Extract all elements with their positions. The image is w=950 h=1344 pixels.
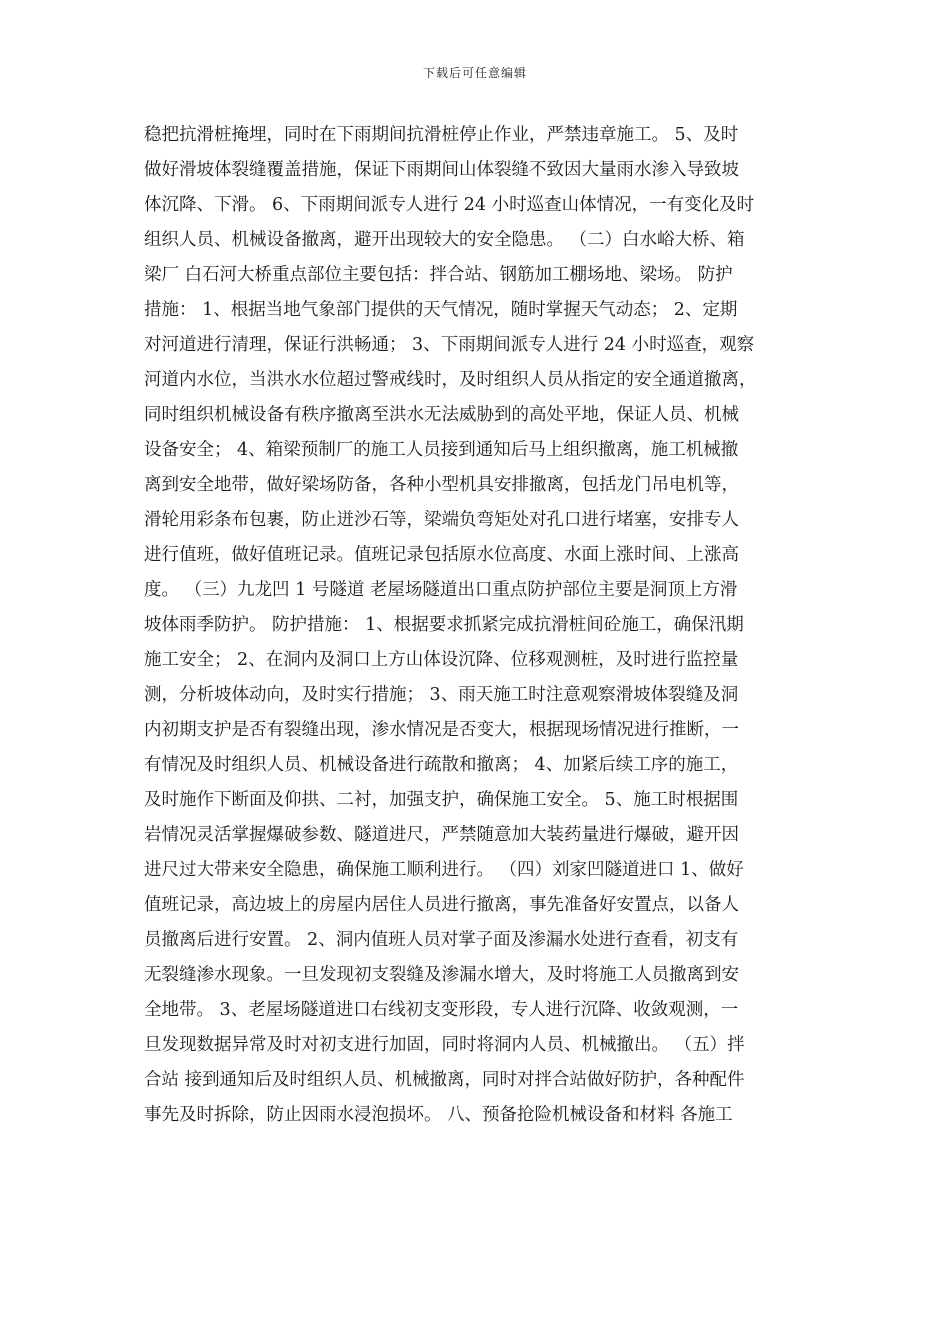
text-line: 无裂缝渗水现象。一旦发现初支裂缝及渗漏水增大，及时将施工人员撤离到安 [144,965,739,985]
text-line: 岩情况灵活掌握爆破参数、隧道进尺，严禁随意加大装药量进行爆破，避开因 [144,825,739,845]
text-line: 稳把抗滑桩掩埋，同时在下雨期间抗滑桩停止作业，严禁违章施工。 5、及时 [144,125,739,145]
text-line: 体沉降、下滑。 6、下雨期间派专人进行 24 小时巡查山体情况，一有变化及时 [144,195,755,215]
text-line: 措施： 1、根据当地气象部门提供的天气情况，随时掌握天气动态； 2、定期 [144,300,738,320]
text-line: 全地带。 3、老屋场隧道进口右线初支变形段，专人进行沉降、收敛观测，一 [144,1000,739,1020]
text-line: 员撤离后进行安置。 2、洞内值班人员对掌子面及渗漏水处进行查看，初支有 [144,930,739,950]
text-line: 设备安全； 4、箱梁预制厂的施工人员接到通知后马上组织撤离，施工机械撤 [144,440,739,460]
text-line: 滑轮用彩条布包裹，防止迸沙石等，梁端负弯矩处对孔口进行堵塞，安排专人 [144,510,739,530]
text-line: 合站 接到通知后及时组织人员、机械撤离，同时对拌合站做好防护，各种配件 [144,1070,745,1090]
text-line: 测，分析坡体动向，及时实行措施； 3、雨天施工时注意观察滑坡体裂缝及洞 [144,685,739,705]
text-line: 有情况及时组织人员、机械设备进行疏散和撤离； 4、加紧后续工序的施工， [144,755,739,775]
text-line: 旦发现数据异常及时对初支进行加固，同时将洞内人员、机械撤出。 （五）拌 [144,1035,745,1055]
text-line: 组织人员、机械设备撤离，避开出现较大的安全隐患。 （二）白水峪大桥、箱 [144,230,745,250]
text-line: 进尺过大带来安全隐患，确保施工顺利进行。 （四）刘家凹隧道进口 1、做好 [144,860,744,880]
text-line: 做好滑坡体裂缝覆盖措施，保证下雨期间山体裂缝不致因大量雨水渗入导致坡 [144,160,739,180]
text-line: 施工安全； 2、在洞内及洞口上方山体设沉降、位移观测桩，及时进行监控量 [144,650,739,670]
text-line: 事先及时拆除，防止因雨水浸泡损坏。 八、预备抢险机械设备和材料 各施工 [144,1105,733,1125]
text-line: 梁厂 白石河大桥重点部位主要包括：拌合站、钢筋加工棚场地、梁场。 防护 [144,265,733,285]
text-line: 进行值班，做好值班记录。值班记录包括原水位高度、水面上涨时间、上涨高 [144,545,739,565]
text-line: 坡体雨季防护。 防护措施： 1、根据要求抓紧完成抗滑桩间砼施工，确保汛期 [144,615,744,635]
text-line: 内初期支护是否有裂缝出现，渗水情况是否变大，根据现场情况进行推断，一 [144,720,739,740]
page-header: 下载后可任意编辑 [422,66,527,80]
text-line: 同时组织机械设备有秩序撤离至洪水无法威胁到的高处平地，保证人员、机械 [144,405,739,425]
text-line: 对河道进行清理，保证行洪畅通； 3、下雨期间派专人进行 24 小时巡查，观察 [144,335,755,355]
text-line: 度。 （三）九龙凹 1 号隧道 老屋场隧道出口重点防护部位主要是洞顶上方滑 [144,580,738,600]
text-line: 离到安全地带，做好梁场防备，各种小型机具安排撤离，包括龙门吊电机等， [144,475,739,495]
text-line: 值班记录，高边坡上的房屋内居住人员进行撤离，事先准备好安置点，以备人 [144,895,739,915]
text-line: 河道内水位，当洪水水位超过警戒线时，及时组织人员从指定的安全通道撤离， [144,370,757,390]
body-text [144,118,824,1133]
text-line: 及时施作下断面及仰拱、二衬，加强支护，确保施工安全。 5、施工时根据围 [144,790,739,810]
